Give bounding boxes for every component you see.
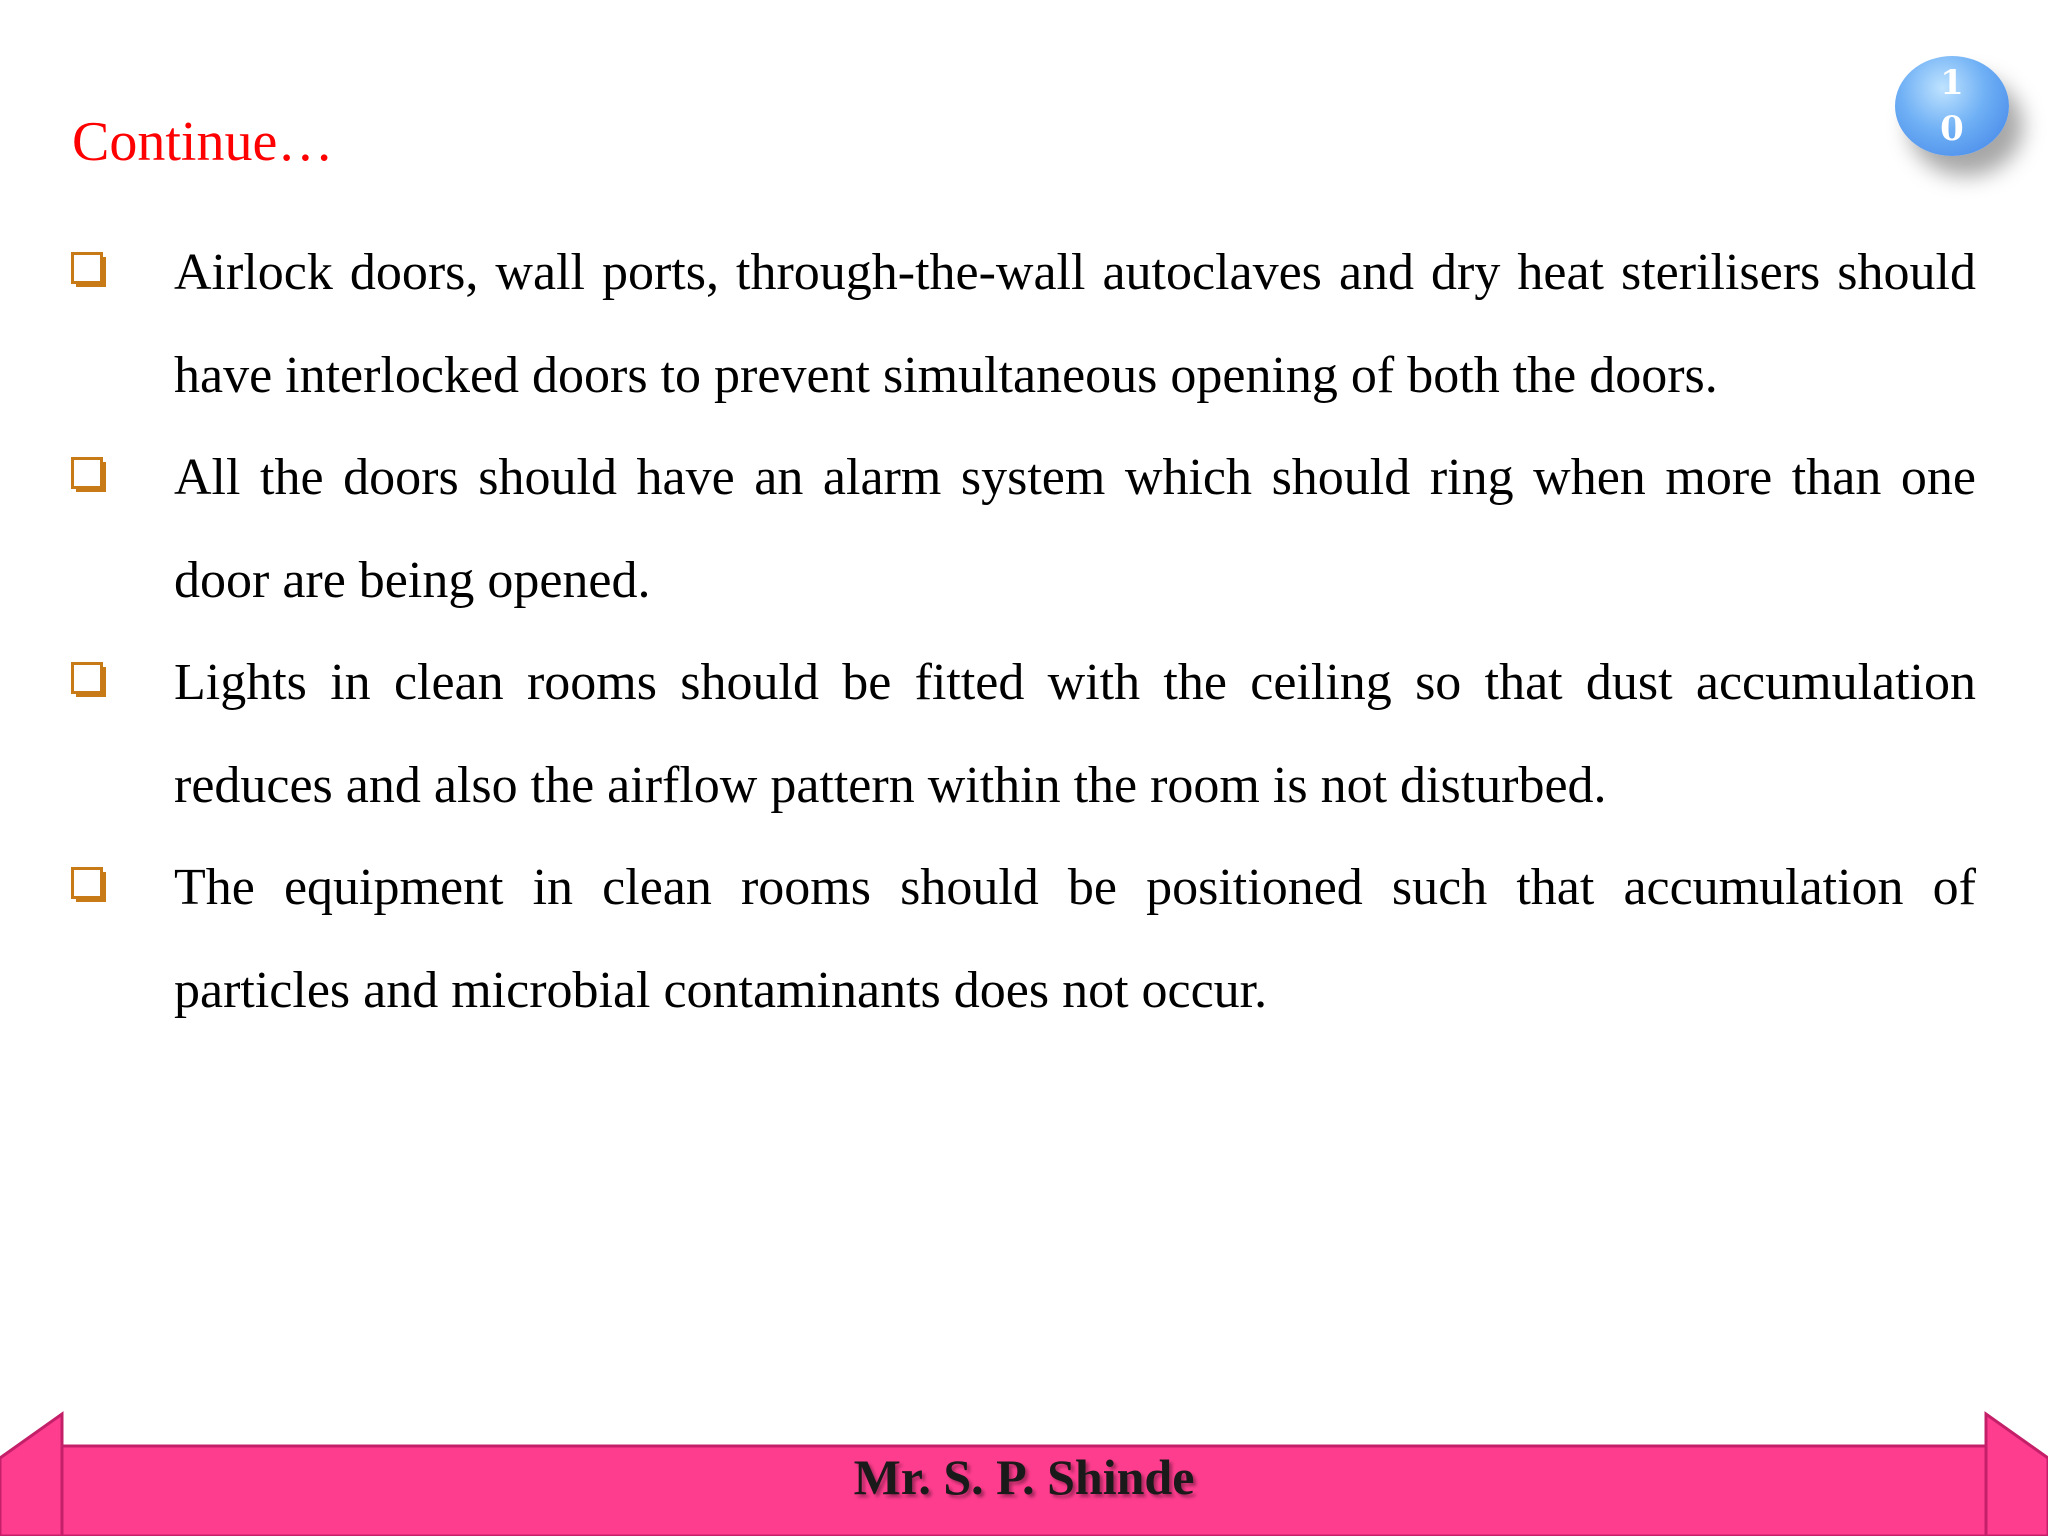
footer-band — [0, 1410, 2048, 1536]
bullet-text: The equipment in clean rooms should be positioned such that accumulation of particles and microbial contaminants does not occur. — [174, 859, 1976, 1019]
slide-number-badge — [1895, 56, 2009, 156]
bullet-list — [70, 222, 1976, 1042]
slide-title: Continue… — [72, 111, 334, 173]
bullet-item — [70, 222, 1976, 427]
checkbox-square-icon — [70, 251, 110, 291]
bullet-text: Lights in clean rooms should be fitted with the ceiling so that dust accumulation reduces and also the airflow pattern within the room is not disturbed. — [174, 654, 1976, 814]
bullet-text: Airlock doors, wall ports, through-the-wall autoclaves and dry heat sterilisers should have interlocked doors to prevent simultaneous opening of both the doors. — [174, 244, 1976, 404]
slide-number-text: 10 — [1940, 63, 1964, 149]
checkbox-square-icon — [70, 661, 110, 701]
bullet-item — [70, 427, 1976, 632]
bullet-item — [70, 837, 1976, 1042]
bullet-text: All the doors should have an alarm system which should ring when more than one door are being opened. — [174, 449, 1976, 609]
footer-author: Mr. S. P. Shinde — [853, 1449, 1195, 1505]
checkbox-square-icon — [70, 866, 110, 906]
checkbox-square-icon — [70, 456, 110, 496]
bullet-item — [70, 632, 1976, 837]
